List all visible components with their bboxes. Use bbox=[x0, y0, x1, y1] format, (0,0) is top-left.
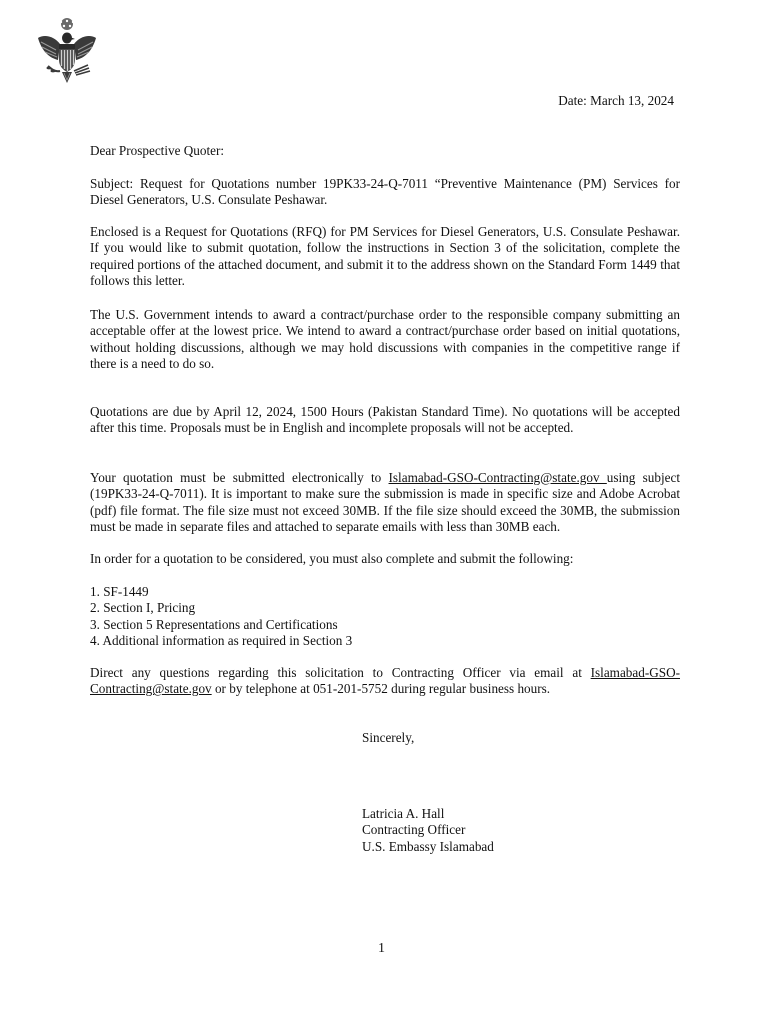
signer-name: Latricia A. Hall bbox=[362, 806, 445, 821]
salutation: Dear Prospective Quoter: bbox=[90, 143, 225, 158]
submission-email-link[interactable]: Islamabad-GSO-Contracting@state.gov bbox=[388, 470, 607, 485]
list-item: 4. Additional information as required in Section 3 bbox=[90, 632, 353, 648]
award-paragraph: The U.S. Government intends to award a contract/purchase order to the responsible company submitting an acceptable offer at the lowest price. We intend to award a contract/purchase order based on initial quotations, without holding discussions, although we may hold discussions with companies in the competitive range if there is a need to do so. bbox=[90, 307, 680, 371]
list-item: 1. SF-1449 bbox=[90, 584, 149, 599]
list-item: 3. Section 5 Representations and Certifications bbox=[90, 616, 338, 632]
submission-paragraph bbox=[90, 470, 680, 535]
contact-text-end: or by telephone at 051-201-5752 during regular business hours. bbox=[211, 681, 551, 697]
contact-paragraph bbox=[90, 665, 680, 698]
signature-block bbox=[362, 806, 494, 855]
closing: Sincerely, bbox=[362, 730, 415, 745]
submission-text-end: using subject (19PK33-24-Q-7011). It is important to make sure the submission is made in specific size and Adobe Acrobat (pdf) file format. The file size must not exceed 30MB. If the file size should exceed the 30MB, the submission must be made in separate files and attached to separate emails with less than 30MB each. bbox=[90, 470, 680, 534]
contact-email-link[interactable]: Islamabad-GSO-Contracting@state.gov bbox=[90, 665, 680, 697]
signer-title: Contracting Officer bbox=[362, 822, 466, 838]
us-great-seal-icon bbox=[34, 16, 100, 86]
enclosure-paragraph: Enclosed is a Request for Quotations (RFQ) for PM Services for Diesel Generators, U.S. Consulate Peshawar. If you would like to submit quotation, follow the instructions in Section 3 of the solicitation, complete the required portions of the attached document, and submit it to the address shown on the Standard Form 1449 that follows this letter. bbox=[90, 224, 680, 288]
requirements-intro: In order for a quotation to be considered, you must also complete and submit the following: bbox=[90, 551, 574, 566]
list-item: 2. Section I, Pricing bbox=[90, 600, 196, 616]
subject-line: Subject: Request for Quotations number 19PK33-24-Q-7011 “Preventive Maintenance (PM) Services for Diesel Generators, U.S. Consulate Peshawar. bbox=[90, 176, 680, 208]
signer-organization: U.S. Embassy Islamabad bbox=[362, 838, 494, 854]
contact-text-start: Direct any questions regarding this solicitation to Contracting Officer via email at bbox=[90, 665, 591, 680]
submission-text-start: Your quotation must be submitted electronically to bbox=[90, 470, 389, 485]
page-number: 1 bbox=[378, 941, 385, 956]
letter-date: Date: March 13, 2024 bbox=[558, 93, 674, 108]
requirements-list bbox=[90, 584, 680, 649]
deadline-paragraph: Quotations are due by April 12, 2024, 1500 Hours (Pakistan Standard Time). No quotations will be accepted after this time. Proposals must be in English and incomplete proposals will not be accepted. bbox=[90, 404, 680, 436]
